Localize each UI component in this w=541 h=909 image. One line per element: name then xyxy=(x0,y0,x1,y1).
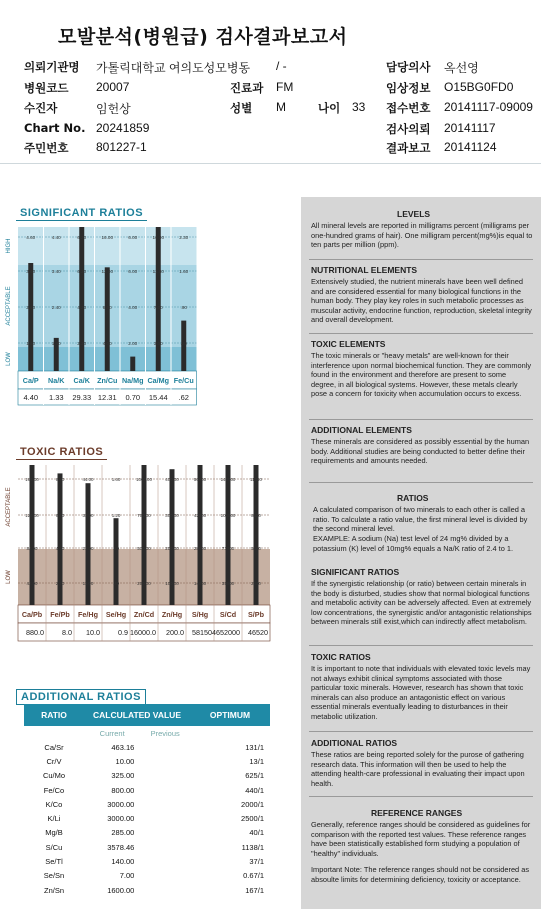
optimum-cell: 2000/1 xyxy=(241,799,264,809)
optimum-cell: 40/1 xyxy=(249,828,264,838)
scale-label: 8.80 xyxy=(55,477,65,482)
scale-label: 2.00 xyxy=(128,341,138,346)
value-label: 8.0 xyxy=(62,628,72,637)
current-value-cell: 463.16 xyxy=(111,742,135,752)
levels-text: All mineral levels are reported in milligrams percent (milligrams per one-hundred grams of hair). One milligram percent(mg%)is equal to ten parts per million (ppm). xyxy=(311,221,533,250)
scale-label: 1.40 xyxy=(51,341,61,346)
ratio-cell: S/Cu xyxy=(45,842,63,852)
scale-label: 42.00 xyxy=(26,581,38,586)
ratio-cell: Cu/Mo xyxy=(42,771,66,781)
col-current-subheader: Current xyxy=(99,728,125,738)
value-label: 0.70 xyxy=(125,393,141,402)
additional-ratios-table xyxy=(24,704,270,897)
scale-label: 4.60 xyxy=(26,235,36,240)
scale-label: 8520 xyxy=(251,513,261,518)
scale-label: 6.00 xyxy=(128,269,138,274)
scale-label: 7.00 xyxy=(153,305,163,310)
value-label: 29.33 xyxy=(72,393,92,402)
chart-bar xyxy=(86,483,91,605)
divider xyxy=(309,796,533,797)
sex-label: 성별 xyxy=(230,101,253,115)
scale-label: 6.60 xyxy=(55,513,65,518)
ratio-cell: Ca/Sr xyxy=(44,742,64,752)
ratio-cell: Zn/Sn xyxy=(43,885,64,895)
report-header xyxy=(0,0,541,163)
scale-label: 1.60 xyxy=(111,477,121,482)
chart-no-value: 20241859 xyxy=(96,121,150,135)
optimum-cell: 131/1 xyxy=(245,742,264,752)
table-row xyxy=(24,740,270,754)
hospital-code-value: 20007 xyxy=(96,80,130,94)
scale-label: 14000 xyxy=(193,581,207,586)
category-label: S/Cd xyxy=(219,610,237,619)
scale-label: 42000 xyxy=(193,513,207,518)
scale-label: 4.40 xyxy=(51,235,61,240)
additional-elements-heading: ADDITIONAL ELEMENTS xyxy=(311,425,412,435)
current-value-cell: 3578.46 xyxy=(107,842,135,852)
table-row xyxy=(24,883,270,897)
ratio-cell: Se/Tl xyxy=(45,857,63,867)
receipt-value: 20141117-09009 xyxy=(444,100,533,114)
chart-bar xyxy=(77,227,87,371)
scale-label: 35500 xyxy=(221,581,235,586)
previous-value-cell xyxy=(140,797,190,811)
chart-bar xyxy=(114,518,119,605)
value-label: 0.9 xyxy=(118,628,128,637)
scale-label: 44.00 xyxy=(82,477,94,482)
optimum-cell: 0.67/1 xyxy=(243,871,264,881)
scale-label: 2.20 xyxy=(55,581,65,586)
scale-label: 4.40 xyxy=(55,546,65,551)
patient-value: 임헌상 xyxy=(96,102,131,116)
category-label: Na/K xyxy=(48,376,65,385)
toxic-ratios-title: TOXIC RATIOS xyxy=(16,445,107,460)
scale-label: 300.00 xyxy=(165,513,179,518)
scale-label: 2.60 xyxy=(26,305,36,310)
scale-label: 28000 xyxy=(193,546,207,551)
table-row xyxy=(24,769,270,783)
scale-label: 1.60 xyxy=(26,341,36,346)
scale-label: 1000.00 xyxy=(136,477,152,482)
toxic-ratios-chart xyxy=(0,459,298,684)
significant-ratios-text: If the synergistic relationship (or ratio) between certain minerals in the body is disturbed, studies show that normal biological functions and metabolic activity can be adversely affected. Even at extremely low concentrations, the synergistic and/or antagonistic relationships between minerals still exist,which can indirectly affect metabolism. xyxy=(311,579,532,627)
zone-label: ACCEPTABLE xyxy=(6,487,12,527)
optimum-cell: 37/1 xyxy=(249,857,264,867)
ward-value: / - xyxy=(276,59,287,73)
additional-elements-text: These minerals are considered as possibly essential by the human body. Additional studies are being conducted to better define their requirements and amounts needed. xyxy=(311,437,530,466)
doctor-value: 옥선영 xyxy=(444,61,479,75)
receipt-label: 접수번호 xyxy=(386,101,431,115)
scale-label: .40 xyxy=(112,581,120,586)
additional-ratios-title: ADDITIONAL RATIOS xyxy=(16,689,146,705)
scale-label: 5680 xyxy=(251,546,261,551)
scale-label: 16.00 xyxy=(101,235,113,240)
category-label: Fe/Pb xyxy=(50,610,70,619)
request-value: 20141117 xyxy=(444,121,496,135)
value-label: 880.0 xyxy=(26,628,44,637)
current-value-cell: 3000.00 xyxy=(107,799,135,809)
patient-label: 수진자 xyxy=(24,101,58,115)
divider xyxy=(309,731,533,732)
value-label: 4.40 xyxy=(23,393,39,402)
scale-label: 84.00 xyxy=(26,546,38,551)
scale-label: 6.20 xyxy=(77,235,87,240)
current-value-cell: 1600.00 xyxy=(107,885,135,895)
category-label: Na/Mg xyxy=(121,376,144,385)
previous-value-cell xyxy=(140,783,190,797)
header-separator xyxy=(0,163,541,197)
category-label: Zn/Cu xyxy=(97,376,118,385)
scale-label: 4.00 xyxy=(102,341,112,346)
category-label: Se/Hg xyxy=(105,610,127,619)
previous-value-cell xyxy=(140,811,190,825)
scale-label: 22.00 xyxy=(82,546,94,551)
scale-label: .90 xyxy=(180,305,187,310)
scale-label: 6.00 xyxy=(128,235,138,240)
value-label: 4652000 xyxy=(212,628,240,637)
chart-bar xyxy=(26,263,36,371)
value-label: 1.33 xyxy=(48,393,64,402)
category-label: Ca/Mg xyxy=(147,376,170,385)
scale-label: 4.00 xyxy=(128,305,138,310)
previous-value-cell xyxy=(140,840,190,854)
scale-label: 2840 xyxy=(251,581,261,586)
toxic-elements-text: The toxic minerals or "heavy metals" are well-known for their interference upon normal biochemical function. They are commonly found in the environment and therefore are present to some degree, in all biological systems. However, these metals clearly pose a concern for toxicity when accumulation occurs to excess. xyxy=(311,351,532,399)
current-value-cell: 140.00 xyxy=(111,857,135,867)
ratio-cell: K/Co xyxy=(45,799,63,809)
divider xyxy=(309,482,533,483)
ratios-heading: RATIOS xyxy=(397,493,429,503)
scale-label: 1.20 xyxy=(111,513,121,518)
dept-value: FM xyxy=(276,80,294,94)
institution-value: 가톨릭대학교 여의도성모병동 xyxy=(96,61,251,75)
ratio-cell: Se/Sn xyxy=(43,871,65,881)
scale-label: 200.00 xyxy=(165,546,179,551)
additional-ratios-text: These ratios are being reported solely for the purose of gathering research data. This information will then be used to help the attending health-care professional in evaluating their impact upon health. xyxy=(311,750,525,788)
value-label: .62 xyxy=(178,393,189,402)
optimum-cell: 2500/1 xyxy=(241,814,264,824)
sex-value: M xyxy=(276,100,286,114)
zone-label: LOW xyxy=(6,570,12,584)
doctor-label: 담당의사 xyxy=(386,60,431,74)
col-previous-subheader: Previous xyxy=(150,728,180,738)
scale-label: 4.20 xyxy=(77,305,87,310)
zone-label: HIGH xyxy=(6,238,12,254)
significant-ratios-title: SIGNIFICANT RATIOS xyxy=(16,206,147,221)
significant-ratios-chart xyxy=(0,221,298,451)
age-label: 나이 xyxy=(318,101,341,115)
table-row xyxy=(24,797,270,811)
ssn-label: 주민번호 xyxy=(24,141,69,155)
current-value-cell: 325.00 xyxy=(111,771,135,781)
optimum-cell: 440/1 xyxy=(245,785,264,795)
scale-label: 6.20 xyxy=(77,269,87,274)
clinical-value: O15BG0FD0 xyxy=(444,80,514,94)
category-label: Fe/Hg xyxy=(78,610,98,619)
optimum-cell: 13/1 xyxy=(249,756,264,766)
previous-value-cell xyxy=(140,754,190,768)
zone-band xyxy=(18,227,197,265)
previous-value-cell xyxy=(140,826,190,840)
scale-label: 106500 xyxy=(220,513,236,518)
scale-label: 8.00 xyxy=(102,305,112,310)
category-label: Ca/P xyxy=(22,376,39,385)
table-row xyxy=(24,811,270,825)
scale-label: 2.40 xyxy=(51,305,61,310)
scale-label: 2.30 xyxy=(179,235,189,240)
scale-label: 250.00 xyxy=(137,581,151,586)
scale-label: 16.00 xyxy=(152,235,164,240)
reference-ranges-heading: REFERENCE RANGES xyxy=(371,808,463,818)
additional-ratios-heading: ADDITIONAL RATIOS xyxy=(311,738,398,748)
ratio-cell: Mg/B xyxy=(45,828,63,838)
institution-label: 의뢰기관명 xyxy=(24,60,80,74)
ratios-text-2: EXAMPLE: A sodium (Na) test level of 24 mg% divided by a potassium (K) level of 10mg% equals a Na/K ratio of 2.4 to 1. xyxy=(313,534,514,553)
scale-label: 1.60 xyxy=(179,269,189,274)
explanation-panel xyxy=(301,197,541,909)
previous-value-cell xyxy=(140,869,190,883)
ssn-value: 801227-1 xyxy=(96,140,147,154)
nutrition-text: Extensively studied, the nutrient minerals have been well defined and are considered essential for many biological functions in the human body. They play key roles in such metabolic processes as muscular activity, endocrine function, reproduction, skeletal integrity and overall development. xyxy=(311,277,532,325)
current-value-cell: 285.00 xyxy=(111,828,135,838)
request-label: 검사의뢰 xyxy=(386,122,431,136)
category-label: Ca/Pb xyxy=(21,610,43,619)
scale-label: 168.00 xyxy=(25,477,39,482)
value-label: 12.31 xyxy=(97,393,117,402)
toxic-ratios-heading: TOXIC RATIOS xyxy=(311,652,371,662)
table-row xyxy=(24,869,270,883)
optimum-cell: 1138/1 xyxy=(241,842,264,852)
value-label: 46520 xyxy=(248,628,268,637)
divider xyxy=(309,645,533,646)
scale-label: 750.00 xyxy=(137,513,151,518)
scale-label: 33.00 xyxy=(82,513,94,518)
optimum-cell: 167/1 xyxy=(245,885,264,895)
value-label: 10.0 xyxy=(86,628,100,637)
scale-label: 11.00 xyxy=(82,581,94,586)
value-label: 58150 xyxy=(192,628,212,637)
category-label: Zn/Cd xyxy=(133,610,155,619)
toxic-elements-heading: TOXIC ELEMENTS xyxy=(311,339,386,349)
reference-ranges-note: Important Note: The reference ranges should not be considered as absoulte limits for determining deficiency, toxicity or acceptance. xyxy=(311,865,530,884)
reference-ranges-text: Generally, reference ranges should be considered as guidelines for comparison with the reported test values. These reference ranges have been statistically established form studying a population of "healthy" individuals. xyxy=(311,820,531,858)
chart-bar xyxy=(130,357,135,371)
report-date-label: 결과보고 xyxy=(386,141,431,155)
scale-label: 3.40 xyxy=(51,269,61,274)
scale-label: 2.20 xyxy=(77,341,87,346)
divider xyxy=(309,419,533,420)
category-label: Zn/Hg xyxy=(161,610,183,619)
ratio-cell: Cr/V xyxy=(46,756,62,766)
ratios-panel xyxy=(0,197,298,909)
toxic-ratios-text: It is important to note that individuals with elevated toxic levels may not always exhibit clinical symptoms associated with those particular toxic minerals. However, research has shown that toxic minerals can also produce an antagonistic effect on various essential minerals eventually leading to disturbances in their metabolic utilization. xyxy=(311,664,531,721)
scale-label: 100.00 xyxy=(165,581,179,586)
scale-label: .20 xyxy=(180,341,187,346)
col-optimum-header: OPTIMUM xyxy=(190,704,270,726)
levels-heading: LEVELS xyxy=(397,209,431,219)
divider xyxy=(309,259,533,260)
scale-label: 12.00 xyxy=(101,269,113,274)
scale-label: 3.60 xyxy=(26,269,36,274)
value-label: 15.44 xyxy=(148,393,168,402)
scale-label: 71000 xyxy=(221,546,235,551)
chart-no-label: Chart No. xyxy=(24,121,86,135)
table-row xyxy=(24,826,270,840)
report-date-value: 20141124 xyxy=(444,140,497,154)
scale-label: .80 xyxy=(112,546,120,551)
previous-value-cell xyxy=(140,740,190,754)
scale-label: 142000 xyxy=(220,477,236,482)
scale-label: 3.00 xyxy=(153,341,163,346)
scale-label: 56000 xyxy=(193,477,207,482)
table-row xyxy=(24,854,270,868)
scale-label: 11360 xyxy=(250,477,262,482)
ratios-text-1: A calculated comparison of two minerals to each other is called a ratio. To calculate a ratio value, the first mineral level is divided by the second mineral level. xyxy=(313,505,528,534)
table-row xyxy=(24,783,270,797)
dept-label: 진료과 xyxy=(230,81,264,95)
table-row xyxy=(24,754,270,768)
previous-value-cell xyxy=(140,854,190,868)
zone-label: ACCEPTABLE xyxy=(6,286,12,326)
current-value-cell: 7.00 xyxy=(119,871,135,881)
current-value-cell: 10.00 xyxy=(115,756,135,766)
scale-label: 500.00 xyxy=(137,546,151,551)
category-label: S/Hg xyxy=(191,610,209,619)
previous-value-cell xyxy=(140,769,190,783)
significant-ratios-heading: SIGNIFICANT RATIOS xyxy=(311,567,400,577)
current-value-cell: 800.00 xyxy=(111,785,135,795)
optimum-cell: 625/1 xyxy=(245,771,264,781)
hospital-code-label: 병원코드 xyxy=(24,81,69,95)
divider xyxy=(309,333,533,334)
previous-value-cell xyxy=(140,883,190,897)
zone-label: LOW xyxy=(6,352,12,366)
ratio-cell: K/Li xyxy=(47,814,61,824)
current-value-cell: 3000.00 xyxy=(107,814,135,824)
scale-label: 11.00 xyxy=(152,269,164,274)
category-label: Fe/Cu xyxy=(173,376,194,385)
nutrition-heading: NUTRITIONAL ELEMENTS xyxy=(311,265,418,275)
value-label: 16000.0 xyxy=(130,628,156,637)
col-calc-header: CALCULATED VALUE xyxy=(84,704,190,726)
col-ratio-header: RATIO xyxy=(24,704,84,726)
category-label: Ca/K xyxy=(73,376,90,385)
value-label: 200.0 xyxy=(166,628,184,637)
table-row xyxy=(24,840,270,854)
category-label: S/Pb xyxy=(248,610,264,619)
scale-label: 400.00 xyxy=(165,477,179,482)
age-value: 33 xyxy=(352,100,366,114)
report-title: 모발분석(병원급) 검사결과보고서 xyxy=(58,26,348,48)
clinical-label: 임상정보 xyxy=(386,81,431,95)
scale-label: 126.00 xyxy=(25,513,39,518)
ratio-cell: Fe/Co xyxy=(43,785,65,795)
